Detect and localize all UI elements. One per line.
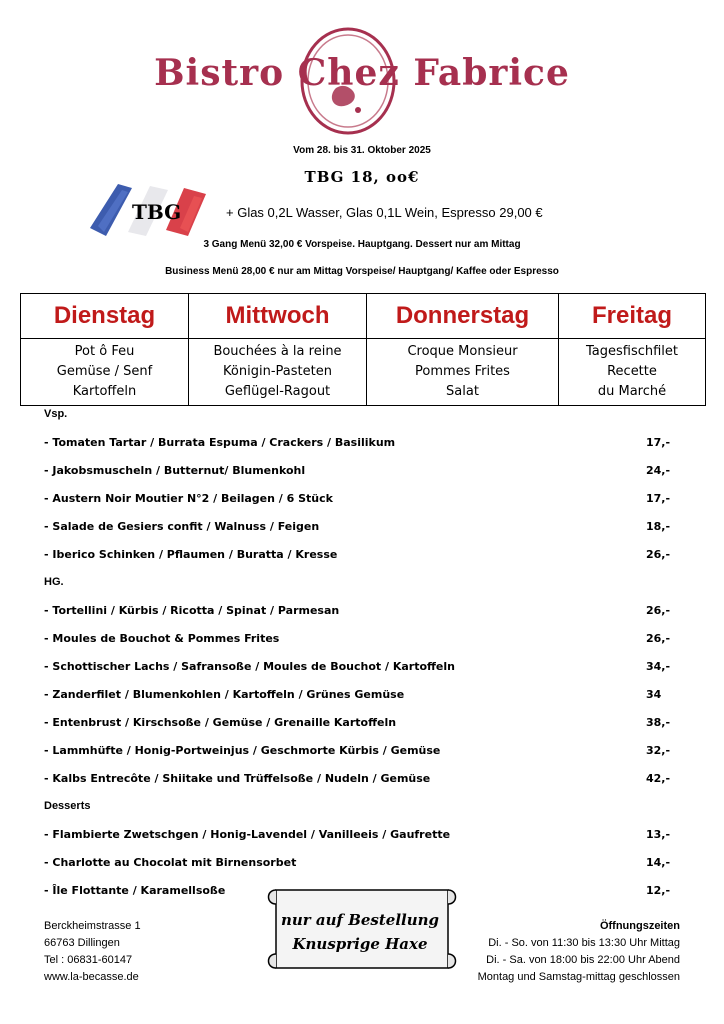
item-name: - Île Flottante / Karamellsoße xyxy=(44,884,226,897)
item-price: 32,- xyxy=(646,744,671,757)
item-name: - Zanderfilet / Blumenkohlen / Kartoffeln / Grünes Gemüse xyxy=(44,688,405,701)
item-name: - Flambierte Zwetschgen / Honig-Lavendel / Vanilleeis / Gaufrette xyxy=(44,828,451,841)
dish-line: du Marché xyxy=(597,384,667,399)
item-price: 13,- xyxy=(646,828,671,841)
item-name: - Lammhüfte / Honig-Portweinjus / Geschmorte Kürbis / Gemüse xyxy=(44,744,441,757)
menu-item xyxy=(44,660,676,676)
menu-item xyxy=(44,436,676,452)
menu-item xyxy=(44,716,676,732)
dish-line: Salat xyxy=(446,384,479,399)
item-price: 17,- xyxy=(646,492,671,505)
menu-item xyxy=(44,772,676,788)
special-line-1: nur auf Bestellung xyxy=(280,911,440,929)
item-name: - Tomaten Tartar / Burrata Espuma / Crackers / Basilikum xyxy=(44,436,396,449)
date-range: Vom 28. bis 31. Oktober 2025 xyxy=(293,145,431,156)
address-website: www.la-becasse.de xyxy=(44,971,139,983)
item-price: 12,- xyxy=(646,884,671,897)
hours-line: Di. - So. von 11:30 bis 13:30 Uhr Mittag xyxy=(488,937,680,949)
day-dish-cell xyxy=(189,339,367,406)
item-name: - Moules de Bouchot & Pommes Frites xyxy=(44,632,280,645)
item-name: - Schottischer Lachs / Safransoße / Moules de Bouchot / Kartoffeln xyxy=(44,660,455,673)
item-name: - Tortellini / Kürbis / Ricotta / Spinat / Parmesan xyxy=(44,604,340,617)
dish-line: Kartoffeln xyxy=(72,384,137,399)
item-name: - Kalbs Entrecôte / Shiitake und Trüffelsoße / Nudeln / Gemüse xyxy=(44,772,431,785)
item-name: - Jakobsmuscheln / Butternut/ Blumenkohl xyxy=(44,464,306,477)
item-price: 42,- xyxy=(646,772,671,785)
day-dish-row xyxy=(21,339,706,406)
menu-item xyxy=(44,688,676,704)
item-name: - Austern Noir Moutier N°2 / Beilagen / 6 Stück xyxy=(44,492,333,505)
item-price: 17,- xyxy=(646,436,671,449)
business-menu-info: Business Menü 28,00 € nur am Mittag Vorspeise/ Hauptgang/ Kaffee oder Espresso xyxy=(165,266,559,277)
menu-item xyxy=(44,828,676,844)
address-city: 66763 Dillingen xyxy=(44,937,120,949)
menu-item xyxy=(44,548,676,564)
three-course-menu-info: 3 Gang Menü 32,00 € Vorspeise. Hauptgang. Dessert nur am Mittag xyxy=(203,239,521,250)
item-price: 14,- xyxy=(646,856,671,869)
hours-line: Di. - Sa. von 18:00 bis 22:00 Uhr Abend xyxy=(486,954,680,966)
tbg-extras: + Glas 0,2L Wasser, Glas 0,1L Wein, Espresso 29,00 € xyxy=(226,205,543,220)
day-heading: Freitag xyxy=(559,294,706,339)
item-price: 34,- xyxy=(646,660,671,673)
mains-heading: HG. xyxy=(44,576,64,588)
special-line-2: Knusprige Haxe xyxy=(292,935,428,953)
item-name: - Charlotte au Chocolat mit Birnensorbet xyxy=(44,856,297,869)
dish-line: Gemüse / Senf xyxy=(56,364,153,379)
dish-line: Recette xyxy=(607,364,657,379)
item-name: - Entenbrust / Kirschsoße / Gemüse / Grenaille Kartoffeln xyxy=(44,716,397,729)
tbg-price: TBG 18, oo€ xyxy=(304,168,420,186)
address-block xyxy=(44,918,141,986)
item-name: - Iberico Schinken / Pflaumen / Buratta / Kresse xyxy=(44,548,338,561)
item-price: 24,- xyxy=(646,464,671,477)
dish-line: Geflügel-Ragout xyxy=(224,384,331,399)
day-heading: Donnerstag xyxy=(367,294,559,339)
day-dish-cell xyxy=(367,339,559,406)
item-price: 34 xyxy=(646,688,662,701)
address-street: Berckheimstrasse 1 xyxy=(44,920,141,932)
address-phone: Tel : 06831-60147 xyxy=(44,954,133,966)
item-price: 26,- xyxy=(646,548,671,561)
day-heading: Dienstag xyxy=(21,294,189,339)
hours-line: Montag und Samstag-mittag geschlossen xyxy=(477,971,680,983)
menu-item xyxy=(44,464,676,480)
menu-item xyxy=(44,744,676,760)
menu-item xyxy=(44,604,676,620)
day-dish-cell xyxy=(559,339,706,406)
dish-line: Pommes Frites xyxy=(415,364,510,379)
dish-line: Königin-Pasteten xyxy=(223,364,332,379)
menu-item xyxy=(44,520,676,536)
dish-line: Croque Monsieur xyxy=(407,344,518,359)
menu-item xyxy=(44,632,676,648)
item-name: - Salade de Gesiers confit / Walnuss / Feigen xyxy=(44,520,320,533)
dish-line: Pot ô Feu xyxy=(74,344,135,359)
item-price: 26,- xyxy=(646,604,671,617)
day-heading: Mittwoch xyxy=(189,294,367,339)
desserts-heading: Desserts xyxy=(44,800,91,812)
starters-heading: Vsp. xyxy=(44,408,68,420)
item-price: 18,- xyxy=(646,520,671,533)
day-header-row xyxy=(21,294,706,339)
item-price: 38,- xyxy=(646,716,671,729)
opening-hours-block xyxy=(478,918,680,986)
menu-item xyxy=(44,492,676,508)
restaurant-name: Bistro Chez Fabrice xyxy=(154,52,570,94)
item-price: 26,- xyxy=(646,632,671,645)
dish-line: Tagesfischfilet xyxy=(585,344,679,359)
day-dish-cell xyxy=(21,339,189,406)
dish-line: Bouchées à la reine xyxy=(213,344,342,359)
weekly-lunch-table xyxy=(20,293,706,406)
opening-hours-title: Öffnungszeiten xyxy=(599,920,680,932)
special-order-note xyxy=(270,908,450,956)
tbg-label: TBG xyxy=(132,200,182,224)
menu-item xyxy=(44,856,676,872)
